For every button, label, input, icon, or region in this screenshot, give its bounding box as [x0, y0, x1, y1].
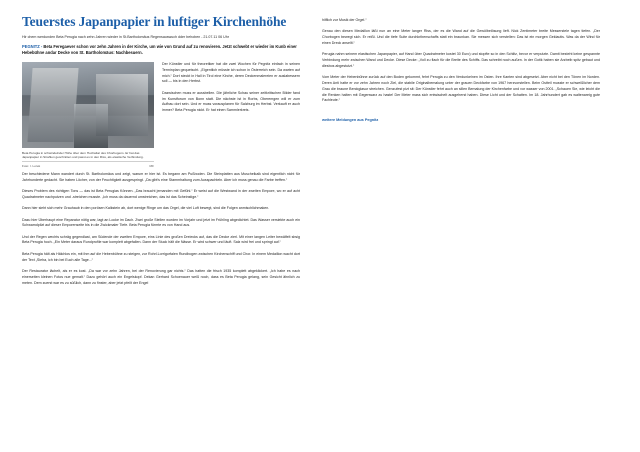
- article-subhead: Hir chem werdunden Beta Perugia nach zehn Jahren wieder in St.Bartholomäus Regensauswuch dder behoben - 21.07.11 06 Uhr: [22, 34, 229, 39]
- photo-shape-column: [27, 68, 78, 142]
- body-paragraph: Dieses Problem des richtigen Tons — das ist Beta Perugias Können. „Das braucht jemanden mit Gefühl.“ Er weist auf die Westwand in der zweiten Empore, wo er auf acht Quadratmeter nachputzen und -streichen musste. „Ich muss da dauernd umstreichen, das ist das Scheinstige.“: [22, 189, 300, 199]
- article-lead: [22, 44, 300, 56]
- body-paragraph: Dazu hier Überhaupt eine Reparatur nötig war, lagt an Locke im Dach. Zwei große Stellen wurden im Vorjahr und jetzt im Frühling abgedichtet. Das Wasser versiekte auch ein Schwamdpilzt auf dieser Emporenseite bis in die Zwickmaler Tiefe. Beta Perugia fürmte es von Hand aus.: [22, 217, 300, 228]
- body-paragraph: Perugia nahm seinem elastischen Japanpapier, auf Hand über Quadratmeter kostet 30 Euro) und stopfte so in den Schlitz, bevor er verputzte. Damit besteht keine gespannte Verbindung mehr zwischen Wand und Decke. Diese Decke: „Voll zu flach für die Breite des Schiffs. Das schreibt noch außen. In der Gotik haben sie Arzbeib spitz gebaut und dlesbos abgestutzt.“: [322, 52, 600, 68]
- article-figure: [22, 62, 154, 168]
- body-paragraph: Der beschiedene Mann wandert durch St. Bartholomäus und zeigt, warum er hier ist. Es begann am Pußboden. Die Steinplatten aus Muschelkalk sind eigentlich nicht für Jahrhunderte gedacht. Sie haben Löcher, von der Feuchtigkeit ausgespringt. „Da gibt’s eine Stammhaltung zum Ausspachteln. Aber ich muss genau die Farbe treffen.“: [22, 171, 300, 182]
- figure-credit: [22, 161, 154, 168]
- lead-text: Beta Feregaever schon vor zehn Jahren in der Kirche, um wie von Grund auf zu renovieren. Jetzt schwebt er wieder im Kunb einer Hebebühne andar Decke von St. Bartholomäus: Nachbesuern.: [22, 43, 297, 55]
- more-news-link[interactable]: weitere Meldungen aus Pegnitz: [322, 118, 379, 123]
- body-paragraph: Beta Perugia hält als Hälchlos ein, mit ihm auf die Hebenbühne zu steigen, zur Rohrl.Lorrigorfalen Rundbogen zwischen Kirchenschiff und Chor. In einem Medaillon wacht dort der Text „Sieha, ich bin bei Euch alle Tage...“: [22, 251, 301, 262]
- body-paragraph: Und der Regen wechts schräg gegendlast, am Südende der zweiten Empore, eins Linie des großen Dreiecks auf, das die Decke zierl. Mit einer langen Leiter bewälfelt sbsig Beta Perugia hoch. „Ein Meter daraus Rundprofile war komplett abgefallen. Dann der Stuck hält die Nässe. Er wird schwer und läuft. Salz wird frei und springt auf.“: [22, 234, 300, 245]
- body-paragraph: Der Restaurator lächelt, als er es kost. „Da war vor zehn Jahren, bei der Renovierung gar nichts.“ Das hatten die frisch 1935 komplett abgeklickert. „Ich habe es nach einerseiten kleinen Fotos nue gemalt.“ Dazu gehört auch ein Engelskopf. Dekan Gerhard Schoenauer weiß noch, dass es Beta Perugia gelang, sein Gesicht ähnlich zu meten. Dem zuerst war es zu süßlich, dann zu finster, aber jetzt pfeilt der Engel: [22, 268, 300, 285]
- page-title: Teuerstes Japanpapier in luftiger Kirchenhöhe: [22, 14, 287, 29]
- figure-credit-source: MF: [149, 163, 154, 168]
- body-paragraph: Genau den diesen Medaillon läßt nun an eine Meter langer Riss, der es die Wand auf die Gewölbelösung lieft. Nick Zentimeter breite Messerstele tagen tiefen. „Der Chorbogen bewegt sich. Er reißt. Und die tiefe Suite durchkribenschaffs statt ein braunkan. Sie messen sich verstellen: Das ist ein morgen Geklautis. Was da der Wind für einen Dreck ansellt.“: [322, 29, 600, 45]
- body-paragraph: Vom Meter der Hebenbühne zurück auf den Boden gekommt, fehrt Perugia zu den Verdunkelnen im Osten. Ihre Kanten sind abgesetzt. Aber nicht bei den Tönen im Norden. Deren Anti hatte er vor zehn Jahren noch Ziel, die stabile Originalbemalung unter der grauen Deckfarbe von 1967 herzvorstellen. Beim Ostteil musste er schweißlicher dem Grau die braune Berckglasur streichen. Genzufest pizt sit: Der Künstler fehrt auch an sillen Bemalung der Kirchenfarbe und vor wasser von 2001. „Schauen Sie, wie leicht die die Renken halten mit Gegenwarz zu haste! Der Meter mass sich entwischelt ausgeherst haben. Diese Licht und der Schatten. Im 18. Jahrhundert gab es waltenareig gute Fachleute.“: [322, 75, 600, 103]
- article-photo: [22, 62, 154, 148]
- right-column: [322, 14, 600, 442]
- body-paragraph: Dazwischen muss er aussbellen. Die jährliche Schau seiner zeitkritischen Bilder fand im Kunstforum von Bonn statt. Die nächste ist in Rorbs, Oberemgen will er zum Aufbau dort sein. Und er muss vorausplanen für Salzburg im Herbst. Verkauft er auch immer? Beta Perugia nickt. Er hat einen Sammlerkreis.: [162, 90, 300, 113]
- body-paragraph: Der Künstler und für theoretiker hat die zwei Wochen für Pegnitz einfach in seinen Terminplan gequetscht. „Eigentlich müsste ich schon in Österreich sein. Da warten auf mich.“ Dort steckt in Hall in Tirol eine Kirche, deren Deckenmalereien er auslabessern soll — bis in den Herbst.: [162, 62, 300, 84]
- left-column: [22, 14, 300, 442]
- figure-caption: Beta Perugia in schwindelnder Höhe über dem Hochaltar des Chorbogens. Er hat das Japanpapier in Strahlen geschnitten und passt es in den Riss, als elastische Verbindung.: [22, 150, 144, 159]
- body-paragraph: hilflich zur Musik der Orgel.“: [322, 18, 367, 22]
- body-paragraph: Dann hier sieht sich mehr Grauhaub in den porösen Kalkstein ab, dort wenige Ringe um das Orgel, die viel Luft bewegt, sind die Folgen anmischlichmaken.: [22, 206, 270, 211]
- figure-credit-label: Foto: I. Lorek: [22, 163, 41, 168]
- photo-shape-lift: [74, 104, 108, 148]
- dateline: PEGNITZ -: [22, 43, 43, 49]
